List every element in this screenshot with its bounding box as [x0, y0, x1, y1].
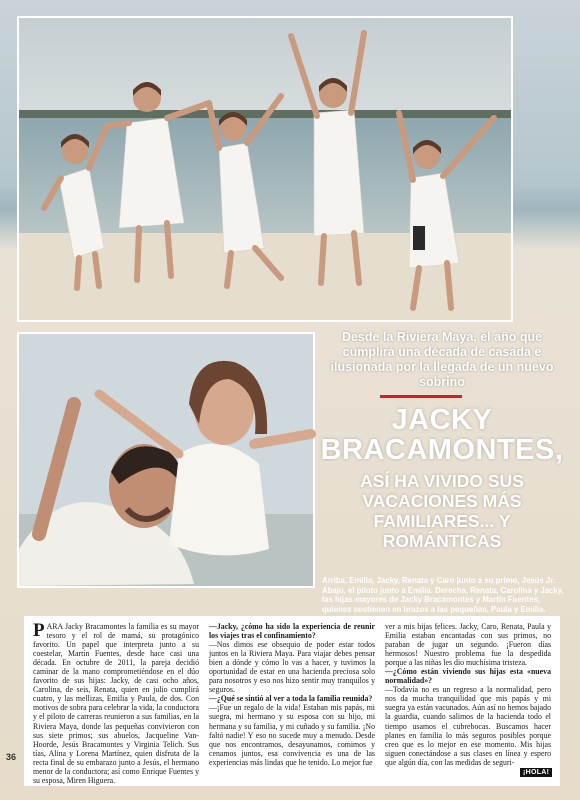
headline-subtitle: ASÍ HA VIVIDO SUS VACACIONES MÁS FAMILIARES... Y ROMÁNTICAS	[360, 471, 524, 551]
magazine-logo: ¡HOLA!	[520, 768, 552, 777]
interview-question-3: —¿Cómo están viviendo sus hijas esta «nueva normalidad»?	[385, 667, 551, 686]
drop-cap: P	[33, 620, 45, 641]
article-headline	[318, 405, 566, 551]
headline-name-line2: BRACAMONTES,	[320, 434, 564, 466]
top-photo-girls-beach	[17, 16, 513, 322]
headline-name-line1: JACKY	[391, 404, 493, 436]
interview-question-2: —¿Qué se sintió al ver a toda la familia reunida?	[209, 694, 373, 704]
body-paragraph-intro: ARA Jacky Bracamontes la familia es su mayor tesoro y el rol de mamá, su protagónico favorito. Un papel que interpreta junto a su coestelar, Martín Fuentes, desde hace casi una década. En octubre de 2011, la pareja decidió caminar de la mano comprometiéndose en el dúo favorito de sus hijas: Jacky, de casi ocho años, Carolina, de seis, Renata, quien en julio cumplirá cuatro, y las mellizas, Emilia y Paula, de dos. Con motivos de sobra para celebrar la vida, la conductora y el piloto de carreras reunieron a sus familias, en la Riviera Maya, donde las pequeñas convivieron con sus siete primos; sus abuelos, Jacqueline Van-Hoorde, Jesús Bracamontes y Virginia Telich. Sus tías, Alina y Lorena Martínez, quien disfruta de la recta final de su embarazo junto a Jesús, el hermano menor de la conductora; así como Enrique Fuentes y su esposa, Miren Higuera.	[33, 622, 199, 785]
article-body	[24, 616, 560, 786]
headline-accent-rule	[380, 395, 462, 398]
body-column-3	[385, 622, 551, 780]
body-column-1	[33, 620, 199, 785]
interview-answer-3: —Todavía no es un regreso a la normalidad, pero nos da mucha tranquilidad que mis papás y mi suegra ya están vacunados. Aún así no hemos bajado la guardia, cuando salimos de la hacienda todo el tiempo usamos el cubrebocas. Buscamos hacer planes en familia lo más seguros posibles porque creo que es lo mejor en ese momento. Mis hijas siguen conectándose a sus clases en línea y espero que algún día, con las medidas de seguri-	[385, 685, 551, 767]
body-column-2	[209, 622, 375, 780]
interview-answer-2: —¡Fue un regalo de la vida! Estaban mis papás, mi suegra, mi hermano y su esposa con su hijo, mi hermana y su familia, y mi cuñado y su familia. ¡No faltó nadie! Y eso no sucede muy a menudo. Desde que nos encontramos, desayunamos, comimos y cenamos juntos, esa convivencia es una de las experiencias más lindas que he tenido. Lo mejor fue	[209, 703, 375, 767]
interview-answer-1: —Nos dimos ese obsequio de poder estar todos juntos en la Riviera Maya. Para viajar debes pensar bien a dónde y cómo lo vas a hacer, y tuvimos la oportunidad de estar en una hacienda preciosa solo para nosotros y eso nos hizo sentir muy tranquilos y seguros.	[209, 640, 375, 695]
page-number: 36	[6, 752, 17, 762]
article-deck: Desde la Riviera Maya, el año que cumplirá una década de casada e ilusionada por la llegada de un nuevo sobrino	[330, 330, 554, 389]
photo-caption: Arriba, Emilia, Jacky, Renata y Caro junto a su primo, Jesús Jr. Abajo, el piloto junto a Emilia. Derecha, Renata, Carolina y Jacky, las hijas mayores de Jacky Bracamontes y Martín Fuentes, quienes sostienen en brazos a las pequeñas, Paula y Emilia.	[322, 576, 564, 614]
bottom-photo-father-daughter	[17, 332, 315, 588]
interview-answer-2-cont: ver a mis hijas felices. Jacky, Caro, Renata, Paula y Emilia estaban encantadas con sus primos, no paraban de jugar un segundo. ¡Fueron días hermosos! Nuestro problema fue la despedida porque a las niñas les dio muchísima tristeza.	[385, 622, 551, 668]
interview-question-1: —Jacky, ¿cómo ha sido la experiencia de reunir los viajes tras el confinamiento?	[209, 622, 375, 641]
